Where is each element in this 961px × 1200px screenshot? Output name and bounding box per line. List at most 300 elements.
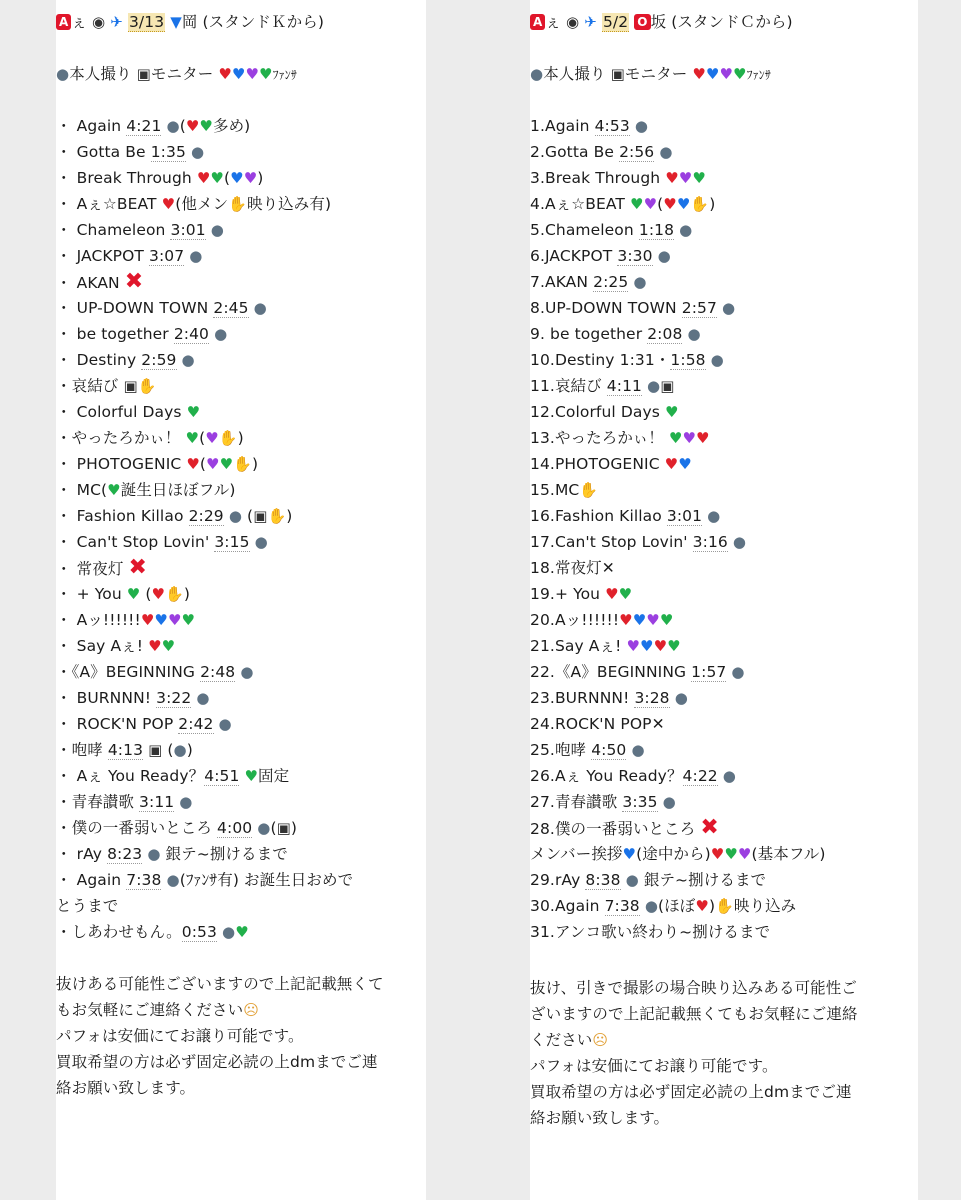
post-header (56, 9, 324, 35)
tv-icon: ▣ (136, 65, 151, 83)
person-icon: ● (166, 117, 180, 135)
song-name: ・ AKAN (56, 274, 125, 292)
song-item (530, 425, 710, 451)
song-name: 30.Again (530, 897, 605, 915)
tv-icon: ▣ (253, 507, 268, 525)
pinch-hand-icon: ✋ (137, 377, 157, 395)
red-heart-icon: ♥ (140, 611, 155, 629)
song-item: ・ PHOTOGENIC ♥(♥♥✋) (56, 455, 259, 473)
red-heart-icon: ♥ (605, 585, 619, 603)
song-name: ・僕の一番弱いところ (56, 819, 218, 837)
red-heart-icon: ♥ (148, 637, 162, 655)
note-line: 買取希望の方は必ず固定必読の上dmまでご連 (530, 1083, 852, 1101)
song-item (530, 139, 673, 165)
song-item (56, 269, 143, 296)
sad-face-icon: ☹ (243, 1001, 259, 1019)
song-item (56, 789, 192, 815)
person-icon: ● (166, 871, 180, 889)
song-name: 7.AKAN (530, 273, 594, 291)
note-line: 絡お願い致します。 (56, 1079, 196, 1097)
song-item (56, 347, 195, 373)
legend-line (530, 61, 771, 88)
song-item (530, 243, 671, 269)
timestamp: 1:35 (150, 143, 186, 161)
pinch-hand-icon: ✋ (228, 195, 247, 213)
song-name: 28.僕の一番弱いところ (530, 820, 701, 838)
song-item (530, 321, 701, 347)
legend-self-label: 本人撮り (543, 65, 611, 83)
song-name: ・ Aッ!!!!!! (56, 611, 141, 629)
purple-heart-icon: ♥ (719, 65, 734, 83)
song-item (56, 919, 249, 945)
legend-fansa-label: ﾌｧﾝｻ (272, 68, 298, 82)
song-item (56, 373, 157, 399)
purple-heart-icon: ♥ (243, 169, 258, 187)
blue-heart-icon: ♥ (678, 455, 692, 473)
timestamp: 3:28 (634, 689, 670, 707)
red-heart-icon: ♥ (619, 611, 633, 629)
song-name: 13.やったろかぃ！ (530, 429, 669, 447)
song-name: ・哀結び (56, 377, 124, 395)
song-name: 23.BURNNN! (530, 689, 635, 707)
song-name: 24.ROCK'N POP✕ (530, 715, 665, 733)
person-icon: ● (147, 845, 161, 863)
song-item (530, 477, 598, 503)
right-post-panel (530, 0, 918, 1200)
song-name: ・青春讃歌 (56, 793, 140, 811)
red-heart-icon: ♥ (665, 169, 679, 187)
song-item (56, 711, 232, 737)
song-name: 14.PHOTOGENIC (530, 455, 665, 473)
green-heart-icon: ♥ (630, 195, 644, 213)
song-item: ・咆哮 4:13 ▣ (●) (56, 741, 193, 759)
person-icon: ● (190, 143, 205, 161)
song-item (56, 529, 268, 555)
red-heart-icon: ♥ (692, 65, 706, 83)
song-item (530, 503, 720, 529)
header-text: ぇ (71, 13, 93, 31)
timestamp: 7:38 (604, 897, 640, 915)
song-name: 26.Aぇ You Ready？ (530, 767, 683, 785)
purple-heart-icon: ♥ (682, 429, 696, 447)
purple-heart-icon: ♥ (167, 611, 182, 629)
song-name: 9. be together (530, 325, 648, 343)
purple-heart-icon: ♥ (646, 611, 660, 629)
song-name: 21.Say Aぇ! (530, 637, 627, 655)
song-name: ・ BURNNN! (56, 689, 157, 707)
song-item (530, 399, 679, 425)
note-line: もお気軽にご連絡ください☹ (56, 1001, 259, 1019)
timestamp: 3:11 (139, 793, 175, 811)
blue-heart-icon: ♥ (622, 845, 637, 863)
person-icon: ● (662, 793, 676, 811)
green-heart-icon: ♥ (186, 403, 201, 421)
person-icon: ● (530, 65, 544, 83)
song-name: 16.Fashion Killao (530, 507, 667, 525)
green-heart-icon: ♥ (235, 923, 249, 941)
song-name: とうまで (56, 897, 119, 915)
timestamp: 3:01 (170, 221, 206, 239)
venue-text: 岡 (スタンドＫから) (181, 13, 324, 31)
tv-icon: ▣ (123, 377, 138, 395)
song-item (56, 295, 267, 321)
person-icon: ● (722, 767, 736, 785)
song-item (56, 139, 204, 165)
person-icon: ● (659, 143, 673, 161)
blue-heart-icon: ♥ (230, 169, 244, 187)
song-item (530, 659, 745, 685)
red-heart-icon: ♥ (151, 585, 166, 603)
song-item (530, 919, 770, 945)
note-line: 絡お願い致します。 (530, 1109, 670, 1127)
timestamp: 2:25 (593, 273, 629, 291)
person-icon: ● (228, 507, 243, 525)
green-heart-icon: ♥ (724, 845, 738, 863)
song-item: ・ rAy 8:23 ● 銀テ~捌けるまで (56, 845, 288, 863)
shirt-icon: ▼ (170, 13, 182, 31)
blue-heart-icon: ♥ (154, 611, 168, 629)
green-heart-icon: ♥ (692, 169, 706, 187)
note-line: パフォは安価にてお譲り可能です。 (56, 1027, 304, 1045)
song-name: ・ PHOTOGENIC (56, 455, 187, 473)
pinch-hand-icon: ✋ (267, 507, 287, 525)
green-heart-icon: ♥ (181, 611, 196, 629)
blue-heart-icon: ♥ (632, 611, 647, 629)
timestamp: 4:51 (204, 767, 240, 785)
song-item (530, 711, 665, 737)
purple-heart-icon: ♥ (643, 195, 658, 213)
legend-fansa-label: ﾌｧﾝｻ (746, 68, 772, 82)
song-name: ・しあわせもん。 (56, 923, 182, 941)
song-name: ・ Chameleon (56, 221, 171, 239)
airplane-icon: ✈ (110, 13, 123, 31)
person-icon: ● (732, 533, 747, 551)
timestamp: 4:21 (126, 117, 162, 135)
timestamp: 8:38 (585, 871, 621, 889)
person-icon: ● (56, 65, 70, 83)
timestamp: 0:53 (181, 923, 217, 941)
song-name: ・ + You (56, 585, 127, 603)
purple-heart-icon: ♥ (737, 845, 752, 863)
person-icon: ● (633, 273, 647, 291)
person-icon: ● (221, 923, 236, 941)
song-item: メンバー挨拶♥(途中から)♥♥♥(基本フル) (530, 845, 826, 863)
song-name: 5.Chameleon (530, 221, 639, 239)
person-icon: ● (687, 325, 701, 343)
song-name: ・ 常夜灯 (56, 560, 129, 578)
timestamp: 4:50 (591, 741, 627, 759)
pinch-hand-icon: ✋ (233, 455, 252, 473)
song-item (56, 633, 175, 659)
song-item (530, 763, 736, 789)
red-heart-icon: ♥ (664, 455, 679, 473)
song-item (530, 815, 719, 842)
song-item (530, 633, 681, 659)
timestamp: 4:53 (594, 117, 630, 135)
blue-heart-icon: ♥ (705, 65, 720, 83)
song-item (56, 607, 195, 633)
green-heart-icon: ♥ (161, 637, 176, 655)
blue-heart-icon: ♥ (231, 65, 246, 83)
person-icon: ● (634, 117, 649, 135)
song-name: ・ Again (56, 117, 127, 135)
note-line: 抜け、引きで撮影の場合映り込みある可能性ご (530, 979, 857, 997)
person-icon: ● (173, 741, 187, 759)
a-badge-icon: A (530, 14, 545, 30)
song-item (56, 893, 118, 919)
timestamp: 7:38 (126, 871, 162, 889)
blue-heart-icon: ♥ (676, 195, 691, 213)
song-item: ・ Again 7:38 ●(ﾌｧﾝｻ有) お誕生日おめで (56, 871, 354, 889)
note-line: パフォは安価にてお譲り可能です。 (530, 1057, 778, 1075)
green-heart-icon: ♥ (659, 611, 674, 629)
song-item: 30.Again 7:38 ●(ほぼ♥)✋映り込み (530, 897, 797, 915)
pinch-hand-icon: ✋ (690, 195, 710, 213)
song-name: 29.rAy (530, 871, 586, 889)
song-item (530, 269, 647, 295)
o-badge-icon: O (634, 14, 650, 30)
song-name: 17.Can't Stop Lovin' (530, 533, 693, 551)
person-icon: ● (674, 689, 688, 707)
red-heart-icon: ♥ (695, 897, 709, 915)
song-item (530, 373, 675, 399)
person-icon: ● (644, 897, 659, 915)
song-name: ・ rAy (56, 845, 108, 863)
song-item (530, 685, 688, 711)
timestamp: 3:07 (149, 247, 185, 265)
timestamp: 4:00 (217, 819, 253, 837)
song-item: ・ Again 4:21 ●(♥♥多め) (56, 117, 251, 135)
header-text: ぇ (545, 13, 567, 31)
song-item: ・ Fashion Killao 2:29 ● (▣✋) (56, 507, 293, 525)
song-item: 4.Aぇ☆BEAT ♥♥(♥♥✋) (530, 195, 716, 213)
cross-icon: ✖ (124, 269, 144, 294)
person-icon: ● (707, 507, 721, 525)
venue-text: 坂 (スタンドＣから) (650, 13, 793, 31)
timestamp: 2:08 (647, 325, 683, 343)
song-name: 4.Aぇ☆BEAT (530, 195, 631, 213)
purple-heart-icon: ♥ (626, 637, 640, 655)
song-item (530, 451, 692, 477)
legend-monitor-label: モニター (624, 65, 693, 83)
timestamp: 3:22 (156, 689, 192, 707)
song-name: ・ Again (56, 871, 127, 889)
green-heart-icon: ♥ (259, 65, 273, 83)
song-item (530, 165, 706, 191)
timestamp: 4:22 (682, 767, 718, 785)
green-heart-icon: ♥ (126, 585, 141, 603)
song-name: メンバー挨拶 (530, 845, 623, 863)
show-date: 3/13 (128, 13, 165, 31)
legend-monitor-label: モニター (150, 65, 219, 83)
song-item (56, 659, 254, 685)
song-name: 25.咆哮 (530, 741, 592, 759)
a-badge-icon: A (56, 14, 71, 30)
song-item: ・やったろかぃ！ ♥(♥✋) (56, 429, 244, 447)
song-item (56, 399, 200, 425)
person-icon: ● (253, 299, 267, 317)
song-item: ・ MC(♥誕生日ほぼフル) (56, 481, 236, 499)
person-icon: ● (218, 715, 232, 733)
song-item (56, 243, 202, 269)
song-item (530, 529, 746, 555)
song-item (56, 685, 210, 711)
song-name: 31.アンコ歌い終わり~捌けるまで (530, 923, 771, 941)
red-heart-icon: ♥ (696, 429, 710, 447)
person-icon: ● (257, 819, 271, 837)
timestamp: 2:48 (200, 663, 236, 681)
red-heart-icon: ♥ (161, 195, 176, 213)
green-heart-icon: ♥ (107, 481, 121, 499)
camera-icon: ◉ (566, 13, 580, 31)
song-item (56, 217, 224, 243)
person-icon: ● (731, 663, 745, 681)
green-heart-icon: ♥ (664, 403, 679, 421)
blue-heart-icon: ♥ (640, 637, 654, 655)
legend-self-label: 本人撮り (69, 65, 137, 83)
person-icon: ● (214, 325, 228, 343)
person-icon: ● (210, 221, 224, 239)
red-heart-icon: ♥ (185, 117, 200, 135)
note-line: ざいますので上記記載無くてもお気軽にご連絡 (530, 1005, 858, 1023)
timestamp: 2:29 (188, 507, 224, 525)
song-name: ・《A》BEGINNING (56, 663, 201, 681)
left-post-panel (56, 0, 426, 1200)
timestamp: 1:18 (638, 221, 675, 239)
song-name: 11.哀結び (530, 377, 607, 395)
tv-icon: ▣ (660, 377, 675, 395)
timestamp: 3:15 (214, 533, 250, 551)
legend-line (56, 61, 297, 88)
camera-icon: ◉ (92, 13, 106, 31)
timestamp: 2:42 (178, 715, 214, 733)
song-name: 10.Destiny 1:31・ (530, 351, 671, 369)
person-icon: ● (625, 871, 639, 889)
timestamp: 4:11 (606, 377, 642, 395)
note-line: ください☹ (530, 1031, 609, 1049)
red-heart-icon: ♥ (653, 637, 668, 655)
song-name: ・やったろかぃ！ (56, 429, 186, 447)
timestamp: 4:13 (107, 741, 144, 759)
cross-icon: ✖ (128, 555, 148, 580)
red-heart-icon: ♥ (218, 65, 232, 83)
song-name: 12.Colorful Days (530, 403, 665, 421)
green-heart-icon: ♥ (185, 429, 200, 447)
timestamp: 2:45 (213, 299, 249, 317)
song-name: ・ ROCK'N POP (56, 715, 179, 733)
red-heart-icon: ♥ (196, 169, 211, 187)
red-heart-icon: ♥ (663, 195, 677, 213)
song-item: ・ Break Through ♥♥(♥♥) (56, 169, 264, 187)
song-name: ・ Say Aぇ! (56, 637, 149, 655)
person-icon: ● (710, 351, 724, 369)
green-heart-icon: ♥ (667, 637, 681, 655)
song-name: 2.Gotta Be (530, 143, 620, 161)
person-icon: ● (179, 793, 193, 811)
song-item: ・僕の一番弱いところ 4:00 ●(▣) (56, 819, 298, 837)
pinch-hand-icon: ✋ (218, 429, 238, 447)
person-icon: ● (196, 689, 210, 707)
pinch-hand-icon: ✋ (579, 481, 599, 499)
pinch-hand-icon: ✋ (165, 585, 184, 603)
timestamp: 8:23 (107, 845, 143, 863)
timestamp: 1:58 (670, 351, 706, 369)
person-icon: ● (189, 247, 203, 265)
song-name: ・ Aぇ☆BEAT (56, 195, 162, 213)
red-heart-icon: ♥ (710, 845, 725, 863)
song-item (530, 737, 645, 763)
sad-face-icon: ☹ (592, 1031, 609, 1049)
post-header (530, 9, 793, 35)
green-heart-icon: ♥ (668, 429, 683, 447)
song-name: 22.《A》BEGINNING (530, 663, 692, 681)
timestamp: 2:40 (173, 325, 210, 343)
song-name: 6.JACKPOT (530, 247, 618, 265)
song-name: 19.+ You (530, 585, 606, 603)
green-heart-icon: ♥ (219, 455, 234, 473)
pinch-hand-icon: ✋ (715, 897, 734, 915)
song-name: ・ MC( (56, 481, 108, 499)
green-heart-icon: ♥ (733, 65, 747, 83)
song-name: 20.Aッ!!!!!! (530, 611, 620, 629)
person-icon: ● (181, 351, 195, 369)
cross-icon: ✖ (700, 815, 719, 840)
song-item: ・ Aぇ☆BEAT ♥(他メン✋映り込み有) (56, 195, 332, 213)
purple-heart-icon: ♥ (245, 65, 260, 83)
song-name: 3.Break Through (530, 169, 666, 187)
song-item (530, 789, 676, 815)
timestamp: 2:57 (681, 299, 717, 317)
song-name: 15.MC (530, 481, 580, 499)
song-name: 18.常夜灯✕ (530, 559, 615, 577)
song-item: ・ Aぇ You Ready？4:51 ♥固定 (56, 767, 290, 785)
timestamp: 2:56 (619, 143, 655, 161)
song-item (530, 607, 673, 633)
person-icon: ● (679, 221, 693, 239)
purple-heart-icon: ♥ (678, 169, 693, 187)
song-item (56, 321, 227, 347)
timestamp: 3:30 (617, 247, 653, 265)
person-icon: ● (657, 247, 671, 265)
green-heart-icon: ♥ (210, 169, 224, 187)
song-item (530, 295, 735, 321)
song-name: 27.青春讃歌 (530, 793, 623, 811)
song-item (530, 581, 632, 607)
song-name: ・ Colorful Days (56, 403, 187, 421)
show-date: 5/2 (602, 13, 629, 31)
song-name: ・ Fashion Killao (56, 507, 189, 525)
song-name: ・ Break Through (56, 169, 197, 187)
tv-icon: ▣ (610, 65, 625, 83)
timestamp: 3:16 (692, 533, 728, 551)
song-name: 8.UP-DOWN TOWN (530, 299, 682, 317)
timestamp: 3:01 (666, 507, 703, 525)
song-name: ・ be together (56, 325, 174, 343)
song-item (56, 555, 147, 582)
purple-heart-icon: ♥ (206, 455, 220, 473)
song-item (530, 217, 692, 243)
song-item (530, 113, 648, 139)
song-item (530, 555, 615, 581)
person-icon: ● (254, 533, 268, 551)
green-heart-icon: ♥ (244, 767, 259, 785)
green-heart-icon: ♥ (618, 585, 633, 603)
song-name: ・ Aぇ You Ready？ (56, 767, 205, 785)
song-item: 29.rAy 8:38 ● 銀テ~捌けるまで (530, 871, 767, 889)
purple-heart-icon: ♥ (205, 429, 219, 447)
airplane-icon: ✈ (584, 13, 597, 31)
green-heart-icon: ♥ (199, 117, 213, 135)
